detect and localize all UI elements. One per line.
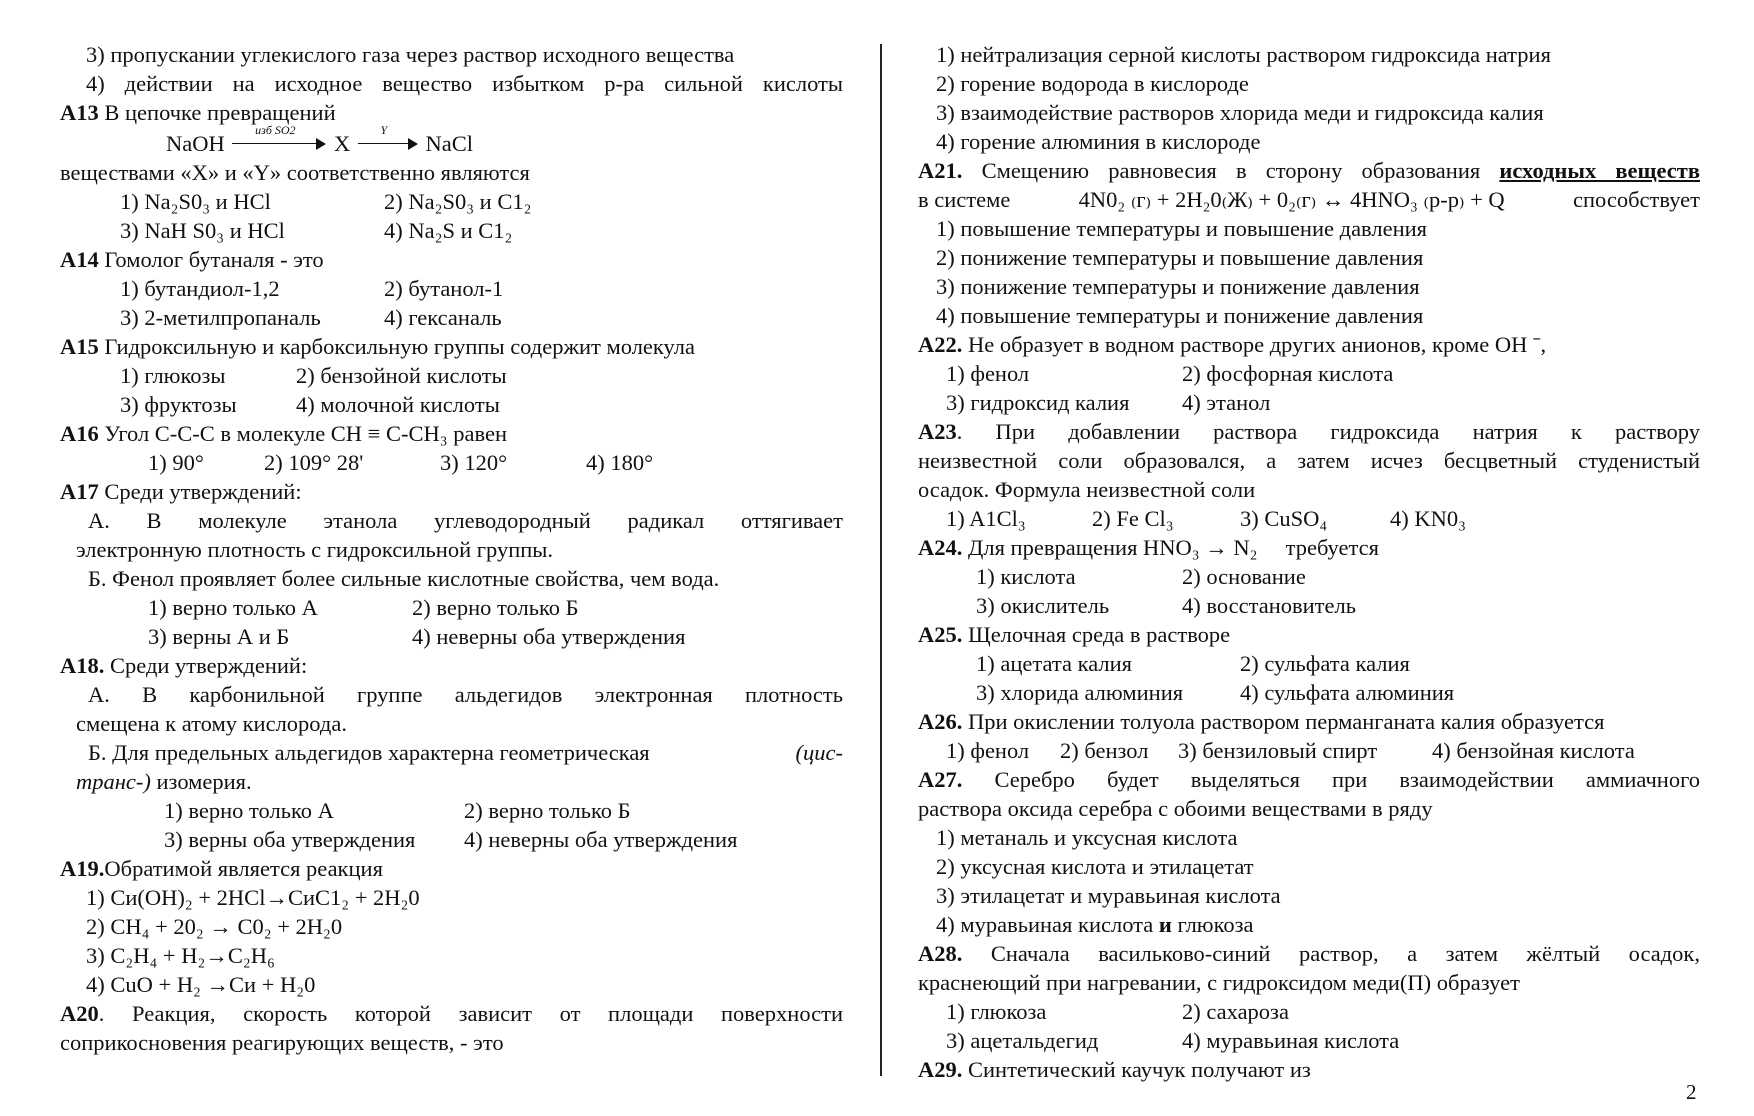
chain-arrow-1 <box>232 123 326 150</box>
a23-text-1: . При добавлении раствора гидроксида натрия к раствору <box>956 419 1700 444</box>
a19-text: Обратимой является реакция <box>104 856 383 881</box>
a16-option-3: 3) 120° <box>440 450 508 475</box>
a16-option-1: 1) 90° <box>148 450 204 475</box>
a26-text: При окислении толуола раствором перманганата калия образуется <box>962 709 1605 734</box>
a26-option-4: 4) бензойная кислота <box>1432 738 1635 763</box>
a18-statement-b-1 <box>60 738 843 767</box>
a12-option-4: 4) действии на исходное вещество избытком р-ра сильной кислоты <box>86 71 843 96</box>
a18-option-4: 4) неверны оба утверждения <box>464 827 738 852</box>
a14-question <box>60 245 843 274</box>
a22-options-row-1 <box>918 359 1700 388</box>
a27-option-4-bold: и <box>1158 912 1172 937</box>
a17-question <box>60 477 843 506</box>
a23-option-3: 3) CuSO₄ <box>1240 506 1328 531</box>
a23-label: А23 <box>918 419 957 444</box>
right-column <box>918 40 1700 1084</box>
a22-options-row-2 <box>918 388 1700 417</box>
a16-option-2: 2) 109° 28' <box>264 450 364 475</box>
a21-text: Смещению равновесия в сторону образования <box>962 158 1500 183</box>
a18-statement-a-1: А. В карбонильной группе альдегидов электронная плотность <box>88 682 843 707</box>
a14-option-2: 2) бутанол-1 <box>384 276 504 301</box>
a25-options-row-2 <box>918 678 1700 707</box>
a15-label: А15 <box>60 334 99 359</box>
a28-options-row-1 <box>918 997 1700 1026</box>
a17-options-row-1 <box>60 593 843 622</box>
a19-option-4: 4) CuO + H₂ →Cи + H₂0 <box>86 972 316 997</box>
a15-option-1: 1) глюкозы <box>120 363 226 388</box>
a25-option-2: 2) сульфата калия <box>1240 651 1410 676</box>
a21-option-4: 4) повышение температуры и понижение давления <box>936 303 1424 328</box>
a26-question <box>918 707 1700 736</box>
a29-label: А29. <box>918 1057 963 1082</box>
a27-option-4-b: глюкоза <box>1171 912 1254 937</box>
a22-question <box>918 330 1700 359</box>
a27-option-2: 2) уксусная кислота и этилацетат <box>936 854 1254 879</box>
a27-option-1: 1) метаналь и уксусная кислота <box>936 825 1238 850</box>
a15-question <box>60 332 843 361</box>
a21-label: А21. <box>918 158 963 183</box>
a17-option-1: 1) верно только А <box>148 595 318 620</box>
a18-statement-b-tail: изомерия. <box>150 769 252 794</box>
a23-option-2: 2) Fe Cl₃ <box>1092 506 1174 531</box>
a27-question-2: раствора оксида серебра с обоими веществами в ряду <box>918 796 1433 821</box>
a14-options-row-2 <box>60 303 843 332</box>
a23-option-4: 4) KN0₃ <box>1390 506 1466 531</box>
a22-option-2: 2) фосфорная кислота <box>1182 361 1394 386</box>
a28-question-2: краснеющий при нагревании, с гидроксидом меди(П) образует <box>918 970 1520 995</box>
a17-text: Среди утверждений: <box>98 479 302 504</box>
a13-option-1: 1) Na₂S0₃ и HCl <box>120 189 271 214</box>
a16-question <box>60 419 843 448</box>
a15-option-2: 2) бензойной кислоты <box>296 363 507 388</box>
a22-text: Не образует в водном растворе других анионов, кроме OH ˉ, <box>962 332 1547 357</box>
a23-option-1: 1) A1Cl₃ <box>946 506 1026 531</box>
a26-option-1: 1) фенол <box>946 738 1030 763</box>
a29-text: Синтетический каучук получают из <box>962 1057 1311 1082</box>
a18-option-2: 2) верно только Б <box>464 798 631 823</box>
a21-system <box>918 185 1700 214</box>
a24-label: А24. <box>918 535 963 560</box>
a21-system-tail: способствует <box>1573 187 1700 212</box>
a21-system-lead: в системе <box>918 187 1011 212</box>
a25-option-3: 3) хлорида алюминия <box>976 680 1184 705</box>
a22-option-3: 3) гидроксид калия <box>946 390 1130 415</box>
a27-option-4 <box>918 910 1700 939</box>
a12-option-3: 3) пропускании углекислого газа через раствор исходного вещества <box>86 42 735 67</box>
a16-option-4: 4) 180° <box>586 450 654 475</box>
a18-option-3: 3) верны оба утверждения <box>164 827 416 852</box>
a20-option-2: 2) горение водорода в кислороде <box>936 71 1249 96</box>
page-number: 2 <box>1686 1080 1697 1104</box>
a13-question <box>60 98 843 127</box>
a17-statement-b: Б. Фенол проявляет более сильные кислотные свойства, чем вода. <box>88 566 720 591</box>
a23-options <box>918 504 1700 533</box>
column-divider <box>880 44 882 1076</box>
a19-question <box>60 854 843 883</box>
a21-question <box>918 156 1700 185</box>
a25-option-1: 1) ацетата калия <box>976 651 1133 676</box>
a27-option-3: 3) этилацетат и муравьиная кислота <box>936 883 1281 908</box>
a16-options <box>60 448 843 477</box>
a22-option-4: 4) этанол <box>1182 390 1271 415</box>
arrow-2-label: Y <box>380 123 388 137</box>
a23-question-2: неизвестной соли образовался, а затем исчез бесцветный студенистый <box>918 448 1700 473</box>
a28-option-2: 2) сахароза <box>1182 999 1289 1024</box>
a23-question-1 <box>918 417 1700 446</box>
a16-label: А16 <box>60 421 99 446</box>
a21-emphasis: исходных веществ <box>1499 158 1700 183</box>
a14-option-3: 3) 2-метилпропаналь <box>120 305 321 330</box>
a17-options-row-2 <box>60 622 843 651</box>
a25-option-4: 4) сульфата алюминия <box>1240 680 1455 705</box>
a17-label: А17 <box>60 479 99 504</box>
chain-start: NaOH <box>166 131 225 156</box>
a24-options-row-1 <box>918 562 1700 591</box>
a24-option-1: 1) кислота <box>976 564 1076 589</box>
a20-option-3: 3) взаимодействие растворов хлорида меди и гидроксида калия <box>936 100 1544 125</box>
a22-label: А22. <box>918 332 963 357</box>
a13-text: В цепочке превращений <box>98 100 336 125</box>
a18-statement-a-2: смещена к атому кислорода. <box>76 711 347 736</box>
a18-statement-b-text: Б. Для предельных альдегидов характерна геометрическая <box>88 740 650 765</box>
a16-text: Угол С-С-С в молекуле CH ≡ C-CH₃ равен <box>98 421 507 446</box>
a14-label: А14 <box>60 247 99 272</box>
a17-statement-a-2: электронную плотность с гидроксильной группы. <box>76 537 554 562</box>
a18-option-1: 1) верно только А <box>164 798 334 823</box>
a20-text-1: . Реакция, скорость которой зависит от площади поверхности <box>98 1001 843 1026</box>
a17-option-2: 2) верно только Б <box>412 595 579 620</box>
a14-text: Гомолог бутаналя - это <box>98 247 324 272</box>
a20-label: А20 <box>60 1001 99 1026</box>
a17-option-4: 4) неверны оба утверждения <box>412 624 686 649</box>
a27-text-1: Серебро будет выделяться при взаимодействии аммиачного <box>962 767 1700 792</box>
a19-option-2: 2) CH₄ + 20₂ → C0₂ + 2H₂0 <box>86 914 343 939</box>
a28-label: А28. <box>918 941 963 966</box>
a13-option-3: 3) NaH S0₃ и HCl <box>120 218 285 243</box>
a17-option-3: 3) верны А и Б <box>148 624 290 649</box>
a13-options-row-1 <box>60 187 843 216</box>
a21-equation: 4N0₂ ₍г₎ + 2H₂0₍Ж₎ + 0₂₍г₎ ↔ 4HNO₃ ₍р-р₎ + Q <box>1078 187 1505 212</box>
a28-text-1: Сначала васильково-синий раствор, а затем жёлтый осадок, <box>962 941 1700 966</box>
a18-statement-b-2 <box>60 767 843 796</box>
a25-text: Щелочная среда в растворе <box>962 622 1231 647</box>
a27-question-1 <box>918 765 1700 794</box>
chain-end: NaCl <box>425 131 473 156</box>
a27-label: А27. <box>918 767 963 792</box>
a14-options-row-1 <box>60 274 843 303</box>
a26-option-3: 3) бензиловый спирт <box>1178 738 1378 763</box>
a24-option-4: 4) восстановитель <box>1182 593 1356 618</box>
a13-option-4: 4) Na₂S и C1₂ <box>384 218 513 243</box>
a15-option-3: 3) фруктозы <box>120 392 237 417</box>
a24-text: Для превращения HNO₃ → N₂ требуется <box>962 535 1379 560</box>
a28-question-1 <box>918 939 1700 968</box>
a23-question-3: осадок. Формула неизвестной соли <box>918 477 1256 502</box>
a20-question-1 <box>60 999 843 1028</box>
a25-options-row-1 <box>918 649 1700 678</box>
a20-option-1: 1) нейтрализация серной кислоты раствором гидроксида натрия <box>936 42 1551 67</box>
a18-question <box>60 651 843 680</box>
a20-option-4: 4) горение алюминия в кислороде <box>936 129 1261 154</box>
a29-question <box>918 1055 1700 1084</box>
a13-option-2: 2) Na₂S0₃ и C1₂ <box>384 189 532 214</box>
a21-option-3: 3) понижение температуры и понижение давления <box>936 274 1420 299</box>
a24-question <box>918 533 1700 562</box>
a14-option-1: 1) бутандиол-1,2 <box>120 276 280 301</box>
a26-options <box>918 736 1700 765</box>
a21-option-1: 1) повышение температуры и повышение давления <box>936 216 1428 241</box>
a15-options-row-1 <box>60 361 843 390</box>
a18-options-row-1 <box>60 796 843 825</box>
a18-statement-b-italic-2: транс-) <box>76 769 151 794</box>
chain-arrow-2 <box>358 123 418 150</box>
a15-text: Гидроксильную и карбоксильную группы содержит молекула <box>98 334 695 359</box>
a24-option-3: 3) окислитель <box>976 593 1110 618</box>
a19-option-1: 1) Cи(OH)₂ + 2HCl→CиC1₂ + 2H₂0 <box>86 885 420 910</box>
a18-text: Среди утверждений: <box>104 653 308 678</box>
a24-option-2: 2) основание <box>1182 564 1306 589</box>
arrow-1-label: изб SO2 <box>255 123 296 137</box>
a13-options-row-2 <box>60 216 843 245</box>
a20-question-2: соприкосновения реагирующих веществ, - это <box>60 1030 504 1055</box>
a25-question <box>918 620 1700 649</box>
left-column <box>60 40 843 1057</box>
a26-option-2: 2) бензол <box>1060 738 1149 763</box>
a28-option-3: 3) ацетальдегид <box>946 1028 1099 1053</box>
a26-label: А26. <box>918 709 963 734</box>
a28-option-4: 4) муравьиная кислота <box>1182 1028 1400 1053</box>
a24-options-row-2 <box>918 591 1700 620</box>
a15-options-row-2 <box>60 390 843 419</box>
a22-option-1: 1) фенол <box>946 361 1030 386</box>
a28-options-row-2 <box>918 1026 1700 1055</box>
a14-option-4: 4) гексаналь <box>384 305 502 330</box>
a19-label: А19. <box>60 856 105 881</box>
a15-option-4: 4) молочной кислоты <box>296 392 500 417</box>
a13-question-tail: веществами «X» и «Y» соответственно являются <box>60 160 530 185</box>
a13-chain <box>60 123 843 158</box>
a18-label: А18. <box>60 653 105 678</box>
a17-statement-a-1: А. В молекуле этанола углеводородный радикал оттягивает <box>88 508 843 533</box>
a18-statement-b-italic-1: (цис- <box>795 740 843 765</box>
a27-option-4-a: 4) муравьиная кислота <box>936 912 1159 937</box>
a18-options-row-2 <box>60 825 843 854</box>
chain-mid: X <box>333 131 351 156</box>
a28-option-1: 1) глюкоза <box>946 999 1047 1024</box>
a21-option-2: 2) понижение температуры и повышение давления <box>936 245 1424 270</box>
a13-label: А13 <box>60 100 99 125</box>
a19-option-3: 3) C₂H₄ + H₂→C₂H₆ <box>86 943 275 968</box>
a25-label: А25. <box>918 622 963 647</box>
